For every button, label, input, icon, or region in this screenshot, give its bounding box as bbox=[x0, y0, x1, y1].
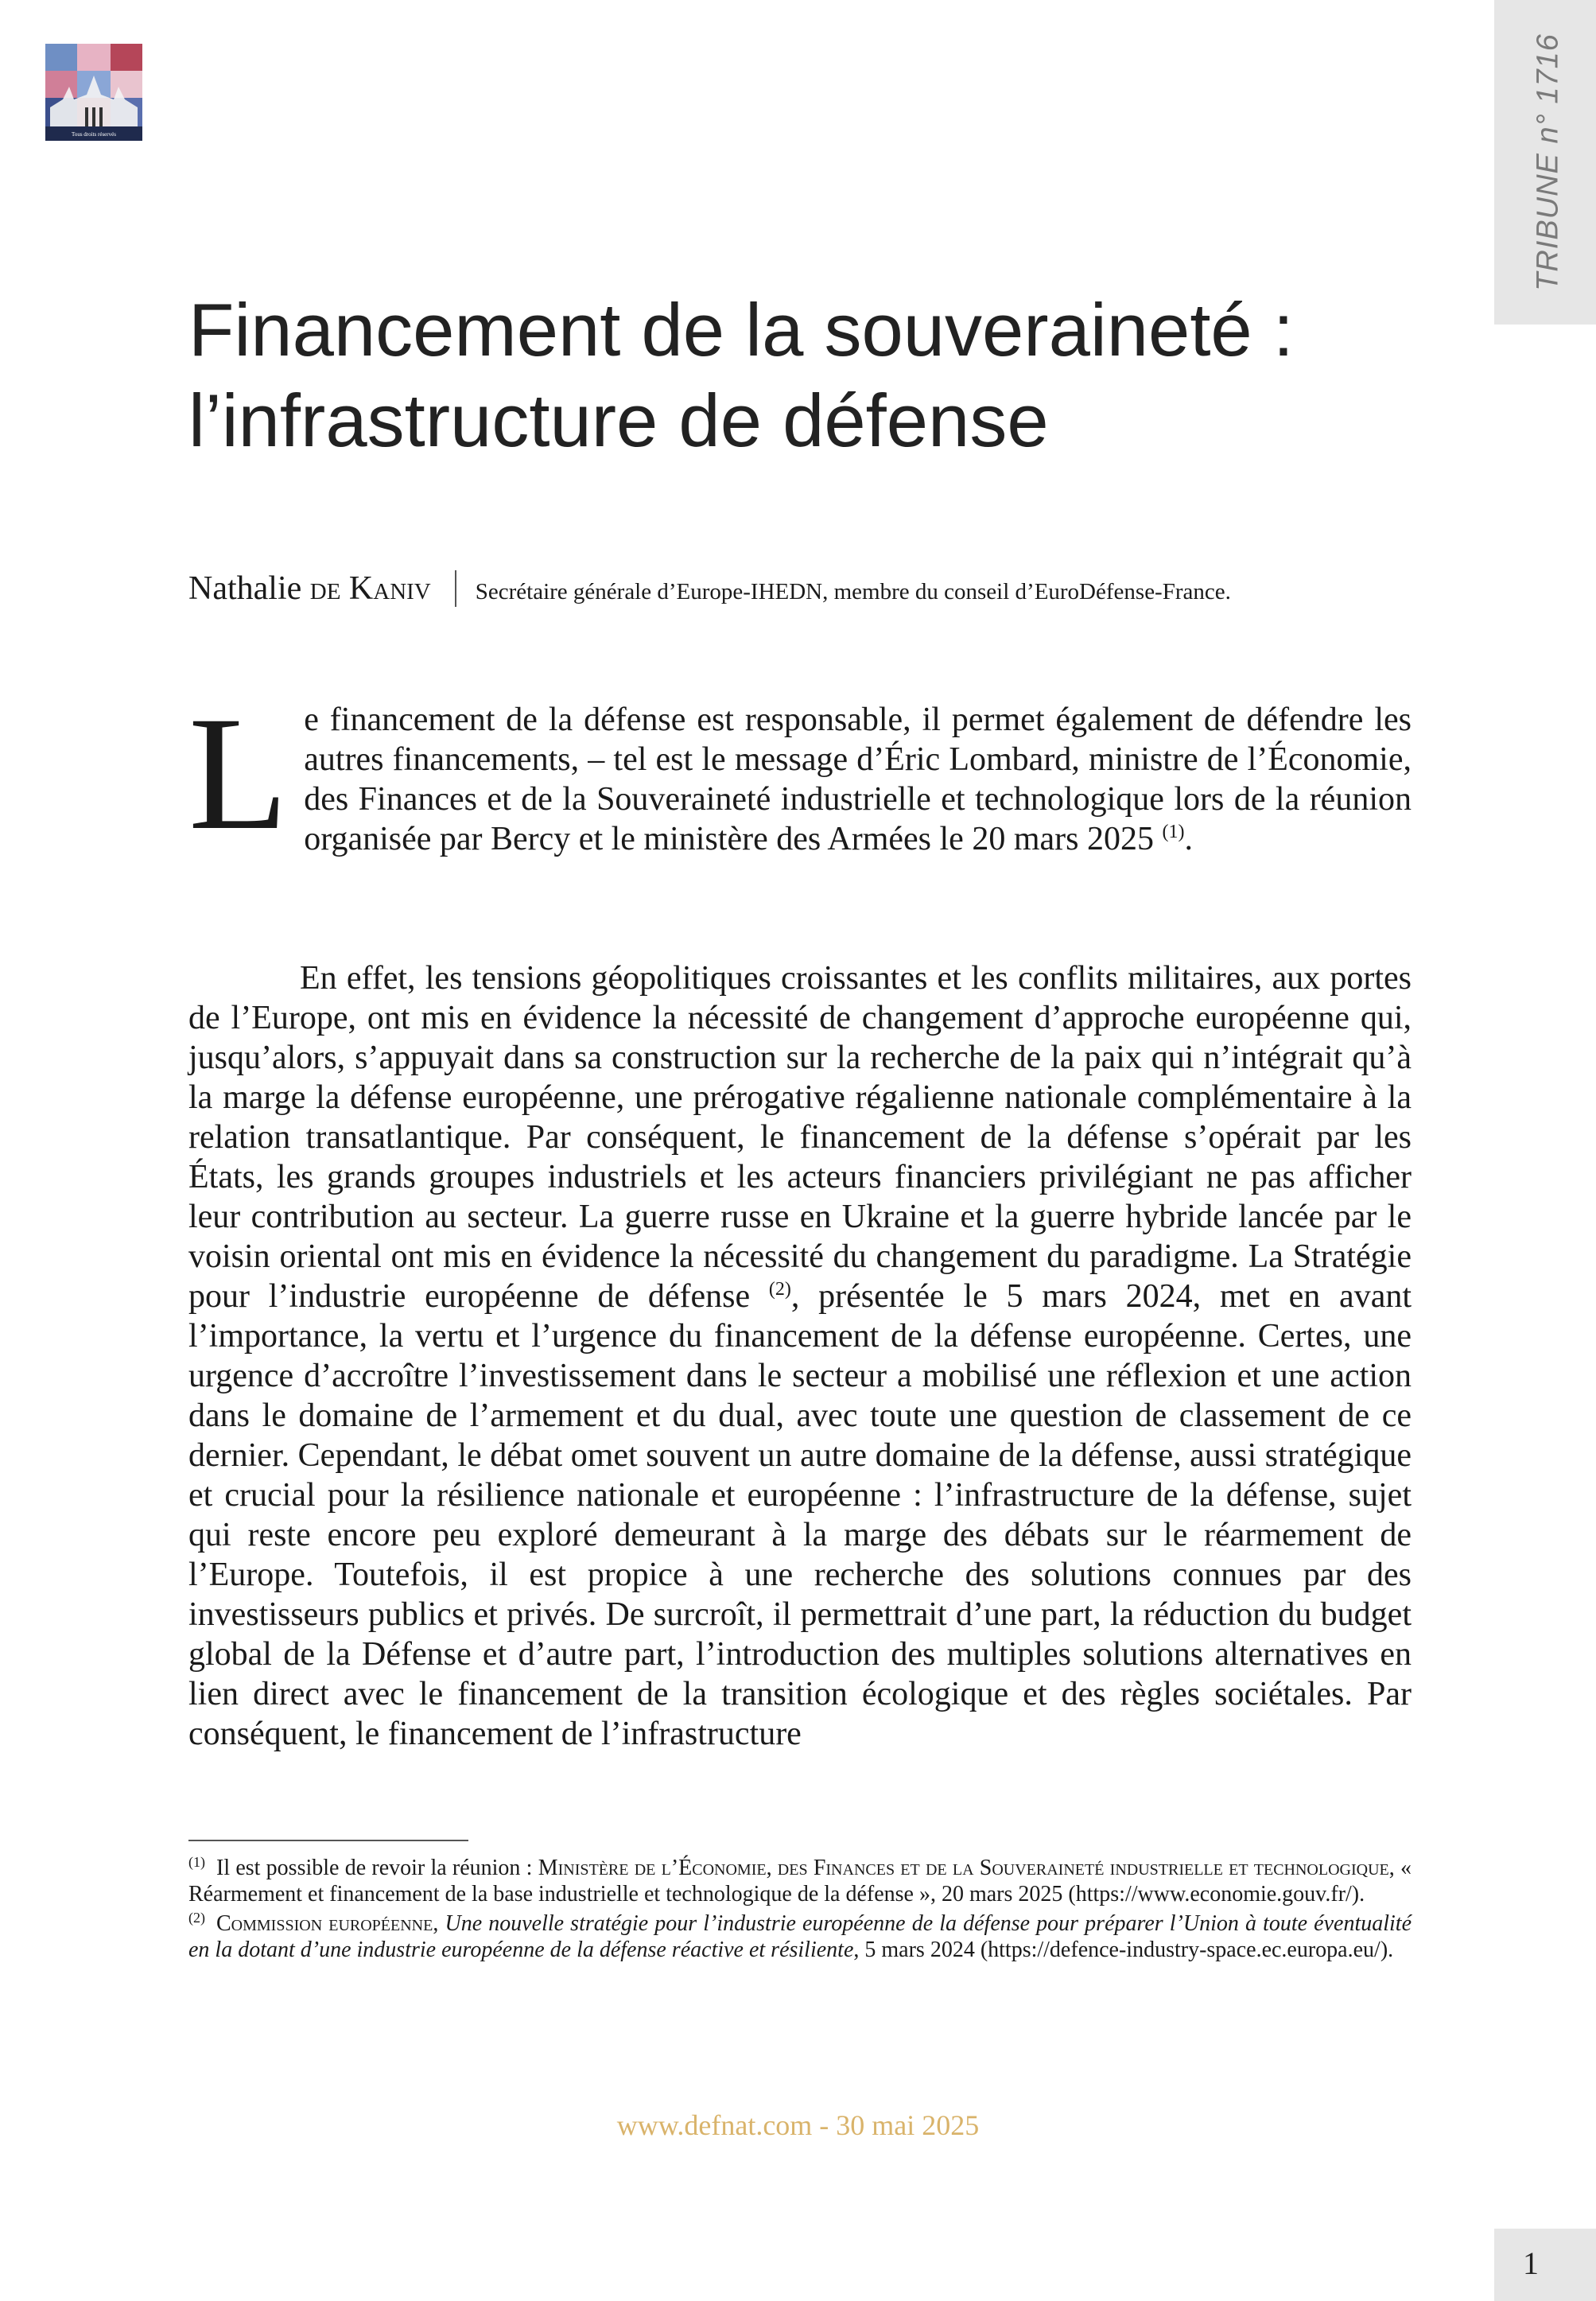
byline bbox=[188, 569, 1429, 608]
svg-text:Tous droits réservés: Tous droits réservés bbox=[72, 131, 116, 138]
page-number: 1 bbox=[1523, 2245, 1539, 2281]
title-line-1: Financement de la souveraineté : bbox=[188, 288, 1294, 371]
footnote-ref-1[interactable]: (1) bbox=[1162, 822, 1185, 842]
footnote-lead: Il est possible de revoir la réunion : bbox=[216, 1856, 538, 1880]
author-first-name: Nathalie bbox=[188, 570, 302, 607]
footnote-1 bbox=[188, 1855, 1412, 1907]
footnote-number: (1) bbox=[188, 1853, 205, 1870]
footnote-org: Ministère de l’Économie, des Finances et de la Souveraineté industrielle et technologique bbox=[538, 1856, 1389, 1880]
footnote-number: (2) bbox=[188, 1909, 205, 1926]
footnote-divider bbox=[188, 1840, 468, 1841]
footnote-2 bbox=[188, 1910, 1412, 1963]
intro-paragraph bbox=[188, 683, 1412, 864]
intro-text-end: . bbox=[1184, 821, 1193, 857]
body-paragraph bbox=[188, 958, 1412, 1754]
author-affiliation: Secrétaire générale d’Europe-IHEDN, membre du conseil d’EuroDéfense-France. bbox=[475, 579, 1231, 604]
footnote-rest: , « Réarmement et financement de la base industrielle et technologique de la défense », 20 mars 2025 (https://www.economie.gouv.fr/). bbox=[188, 1856, 1412, 1906]
series-tab-label: TRIBUNE n° 1716 bbox=[1531, 33, 1565, 291]
article-title bbox=[188, 285, 1429, 466]
title-line-2: l’infrastructure de défense bbox=[188, 379, 1049, 462]
body-text-a: En effet, les tensions géopolitiques croissantes et les conflits militaires, aux portes de l’Europe, ont mis en évidence la nécessité de changement d’approche européenne qui, jusqu’alors, s’appuyait dans sa construction sur la recherche de la paix qui n’intégrait qu’à la marge la défense européenne, une prérogative régalienne nationale complémentaire à la relation transatlantique. Par conséquent, le financement de la défense s’opérait par les États, les grands groupes industriels et les acteurs financiers privilégiant ne pas afficher leur contribution au secteur. La guerre russe en Ukraine et la guerre hybride lancée par le voisin oriental ont mis en évidence la nécessité du changement du paradigme. La Stratégie pour l’industrie européenne de défense bbox=[188, 960, 1412, 1315]
footnote-title: Une nouvelle stratégie pour l’industrie européenne de la défense pour préparer l’Union à toute éventualité en la dotant d’une industrie européenne de la défense réactive et résiliente bbox=[188, 1911, 1412, 1962]
footnote-sep: , bbox=[433, 1911, 445, 1936]
footer-site-date[interactable]: www.defnat.com - 30 mai 2025 bbox=[616, 2109, 980, 2141]
footnote-rest: , 5 mars 2024 (https://defence-industry-space.ec.europa.eu/). bbox=[853, 1938, 1394, 1962]
drop-cap: L bbox=[188, 683, 289, 864]
footnotes bbox=[188, 1855, 1412, 1966]
author-last-name: de Kaniv bbox=[309, 570, 431, 607]
institution-logo bbox=[45, 44, 142, 141]
body-text-b: , présentée le 5 mars 2024, met en avant l’importance, la vertu et l’urgence du financement de la défense européenne. Certes, une urgence d’accroître l’investissement dans le secteur a mobilisé une réflexion et une action dans le domaine de l’armement et du dual, avec toute une question de classement de ce dernier. Cependant, le débat omet souvent un autre domaine de la défense, aussi stratégique et crucial pour la résilience nationale et européenne : l’infrastructure de la défense, sujet qui reste encore peu exploré demeurant à la marge des débats sur le réarmement de l’Europe. Toutefois, il est propice à une recherche des solutions connues par des investisseurs publics et privés. De surcroît, il permettrait d’une part, la réduction du budget global de la Défense et d’autre part, l’introduction des multiples solutions alternatives en lien direct avec le financement de la transition écologique et des règles sociétales. Par conséquent, le financement de l’infrastructure bbox=[188, 1278, 1412, 1752]
intro-text: e financement de la défense est responsable, il permet également de défendre les autres financements, – tel est le message d’Éric Lombard, ministre de l’Économie, des Finances et de la Souveraineté industrielle et technologique lors de la réunion organisée par Bercy et le ministère des Armées le 20 mars 2025 bbox=[304, 702, 1412, 857]
author-name bbox=[188, 569, 431, 608]
footnote-ref-2[interactable]: (2) bbox=[768, 1279, 791, 1300]
byline-divider bbox=[455, 570, 456, 607]
institution-building-logo-icon bbox=[45, 44, 142, 141]
footnote-org: Commission européenne bbox=[216, 1911, 433, 1936]
